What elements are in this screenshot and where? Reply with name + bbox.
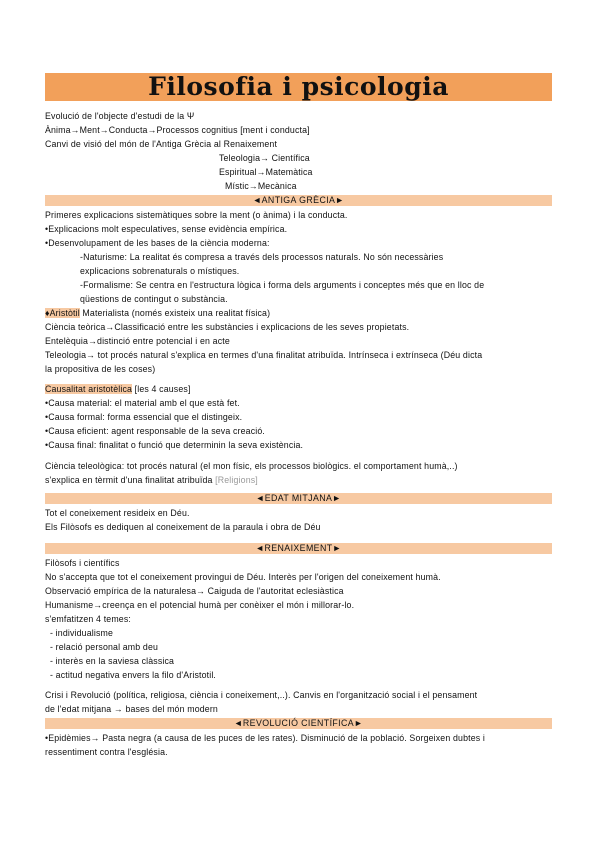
- text-line: Crisi i Revolució (política, religiosa, ciència i coneixement,..). Canvis en l'organització social i el pensament: [45, 690, 478, 700]
- text-line: ressentiment contra l'església.: [45, 747, 168, 757]
- text-line: [45, 475, 258, 486]
- text-line: -Formalisme: Se centra en l'estructura lògica i forma dels arguments i conceptes més que en lloc de: [80, 280, 485, 290]
- text-line: la propositiva de les coses): [45, 364, 156, 374]
- intro-line: Canvi de visió del món de l'Antiga Grècia al Renaixement: [45, 139, 278, 149]
- section-header-revolucio-cientifica: ◄REVOLUCIÓ CIENTÍFICA►: [45, 718, 552, 729]
- section-header-renaixement: ◄RENAIXEMENT►: [45, 543, 552, 554]
- text-line: •Desenvolupament de les bases de la ciència moderna:: [45, 238, 270, 248]
- text-line: explicacions sobrenaturals o místiques.: [80, 266, 240, 276]
- text-line: Tot el coneixement resideix en Déu.: [45, 508, 190, 518]
- list-item: •Causa final: finalitat o funció que determinin la seva existència.: [45, 440, 304, 450]
- section-header-antiga-grecia: ◄ANTIGA GRÈCIA►: [45, 195, 552, 206]
- text-line: No s'accepta que tot el coneixement provingui de Déu. Interès per l'origen del coneixement humà.: [45, 572, 441, 582]
- text-line: de l'edat mitjana → bases del món modern: [45, 704, 218, 714]
- text-span: Materialista (només existeix una realitat física): [79, 308, 271, 318]
- text-line: Entelèquia→distinció entre potencial i en acte: [45, 336, 230, 346]
- section-header-edat-mitjana: ◄EDAT MITJANA►: [45, 493, 552, 504]
- text-line: Filòsofs i científics: [45, 558, 120, 568]
- text-line: Teleologia→ tot procés natural s'explica en termes d'una finalitat atribuïda. Intrínseca i extrínseca (Déu dicta: [45, 350, 483, 360]
- text-line: Primeres explicacions sistemàtiques sobre la ment (o ànima) i la conducta.: [45, 210, 348, 220]
- text-span: s'explica en tèrmit d'una finalitat atribuïda: [45, 475, 216, 485]
- text-line: [45, 384, 191, 395]
- text-line: Ciència teleològica: tot procés natural (el mon físic, els processos biològics. el comportament humà,..): [45, 461, 458, 471]
- text-line: qüestions de contingut o substància.: [80, 294, 228, 304]
- list-item: - interès en la saviesa clàssica: [50, 656, 175, 666]
- text-line: Els Filòsofs es dediquen al coneixement de la paraula i obra de Déu: [45, 522, 321, 532]
- page-title: Filosofia i psicologia: [45, 73, 552, 101]
- highlight-aristotil: ♦Aristòtil: [45, 308, 80, 318]
- text-span: [les 4 causes]: [132, 384, 191, 394]
- text-line: Observació empírica de la naturalesa→ Caiguda de l'autoritat eclesiàstica: [45, 586, 344, 596]
- intro-line: Místic→Mecànica: [225, 181, 297, 191]
- list-item: - relació personal amb deu: [50, 642, 159, 652]
- list-item: •Causa material: el material amb el que està fet.: [45, 398, 240, 408]
- intro-line: Espiritual→Matemàtica: [219, 167, 313, 177]
- text-line: [45, 308, 270, 319]
- text-line: •Explicacions molt especulatives, sense evidència empírica.: [45, 224, 288, 234]
- list-item: - individualisme: [50, 628, 114, 638]
- text-line: •Epidèmies→ Pasta negra (a causa de les puces de les rates). Disminució de la població. Sorgeixen dubtes i: [45, 733, 485, 743]
- text-line: Ciència teòrica→Classificació entre les substàncies i explicacions de les seves propietats.: [45, 322, 410, 332]
- list-item: •Causa eficient: agent responsable de la seva creació.: [45, 426, 265, 436]
- intro-line: Ànima→Ment→Conducta→Processos cognitius [ment i conducta]: [45, 125, 310, 135]
- note-religions: [Religions]: [215, 475, 258, 485]
- intro-line: Teleologia→ Científica: [219, 153, 310, 163]
- text-line: s'emfatitzen 4 temes:: [45, 614, 131, 624]
- list-item: - actitud negativa envers la filo d'Aristotil.: [50, 670, 217, 680]
- highlight-causalitat: Causalitat aristotèlica: [45, 384, 133, 394]
- text-line: -Naturisme: La realitat és compresa a través dels processos naturals. No són necessàries: [80, 252, 444, 262]
- text-line: Humanisme→creença en el potencial humà per conèixer el món i millorar-lo.: [45, 600, 355, 610]
- list-item: •Causa formal: forma essencial que el distingeix.: [45, 412, 243, 422]
- intro-line: Evolució de l'objecte d'estudi de la Ψ: [45, 111, 195, 121]
